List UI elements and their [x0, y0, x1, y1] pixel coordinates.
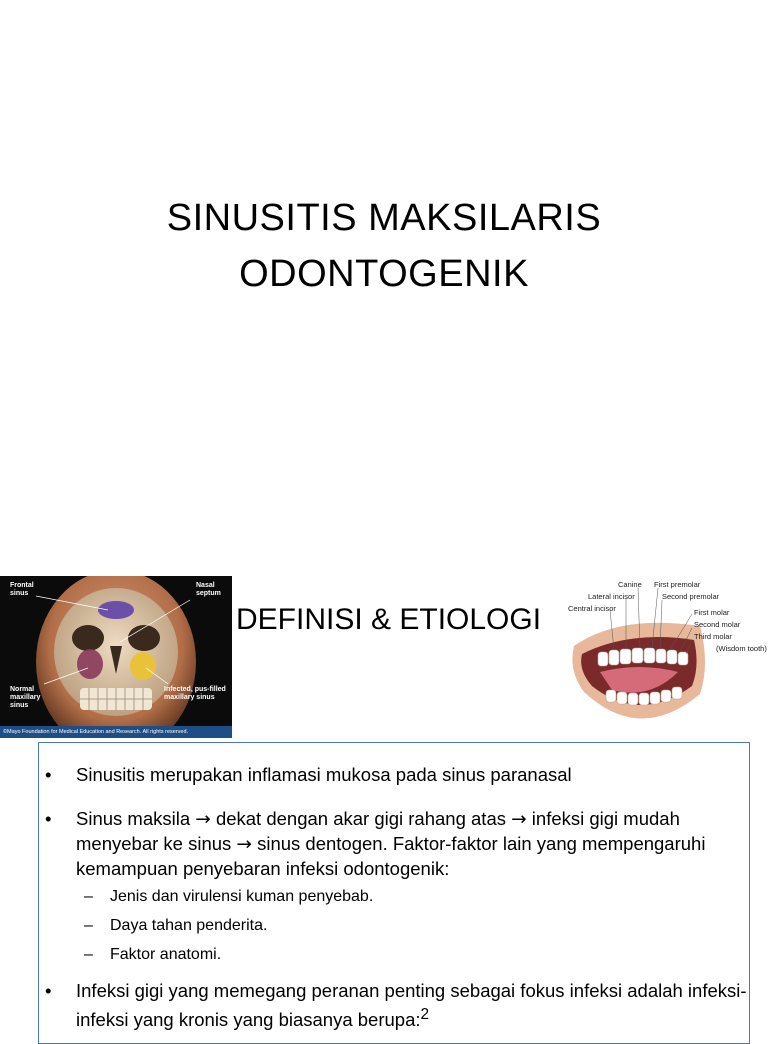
lateral-incisor-label: Lateral incisor [588, 592, 635, 601]
second-molar-label: Second molar [694, 620, 741, 629]
first-molar-label: First molar [694, 608, 730, 617]
bullet-text-part: Sinus maksila [76, 808, 191, 829]
sub-item-text: Jenis dan virulensi kuman penyebab. [110, 888, 374, 905]
bullet-text: Infeksi gigi yang memegang peranan penting sebagai fokus infeksi adalah infeksi-infeksi yang kronis yang biasanya berupa: [76, 980, 747, 1031]
bullet-text: Sinusitis merupakan inflamasi mukosa pada sinus paranasal [76, 764, 572, 785]
list-item [39, 979, 749, 1032]
sub-list-item [76, 916, 749, 936]
sub-list [76, 887, 749, 965]
first-premolar-label: First premolar [654, 580, 701, 589]
dash-marker: – [84, 946, 93, 963]
arrow-icon: → [195, 809, 211, 830]
arrow-icon: → [511, 809, 527, 830]
slide-title [84, 190, 684, 302]
wisdom-tooth-label: (Wisdom tooth) [716, 644, 767, 653]
arrow-icon: → [236, 834, 252, 855]
bullet-dot: • [45, 980, 52, 1001]
title-line-1: SINUSITIS MAKSILARIS [166, 197, 602, 239]
bullet-dot: • [45, 764, 52, 785]
sub-item-text: Daya tahan penderita. [110, 917, 268, 934]
sub-item-text: Faktor anatomi. [110, 946, 222, 963]
citation-superscript: 2 [420, 1006, 430, 1023]
sinus-skull-image [0, 576, 232, 738]
canine-label: Canine [618, 580, 642, 589]
central-incisor-label: Central incisor [568, 604, 616, 613]
bullet-list [39, 763, 749, 1032]
teeth-diagram-image [560, 574, 768, 740]
sub-list-item [76, 945, 749, 965]
second-premolar-label: Second premolar [662, 592, 720, 601]
dash-marker: – [84, 888, 93, 905]
bullet-text-part: sinus dentogen. Faktor-faktor lain yang mempengaruhi kemampuan penyebaran infeksi odontogenik: [76, 833, 706, 879]
content-box [38, 742, 750, 1044]
nasal-septum-label: Nasal septum [196, 582, 221, 597]
bullet-text-part: dekat dengan akar gigi rahang atas [215, 808, 506, 829]
list-item [39, 807, 749, 965]
sub-list-item [76, 887, 749, 907]
list-item [39, 763, 749, 787]
title-line-2: ODONTOGENIK [239, 253, 529, 295]
skull-illustration [0, 576, 232, 738]
dash-marker: – [84, 917, 93, 934]
definition-slide [0, 560, 768, 1031]
bullet-dot: • [45, 808, 52, 829]
frontal-sinus-label: Frontal sinus [10, 582, 34, 597]
normal-maxillary-sinus-label: Normal maxillary sinus [10, 686, 41, 709]
section-title: DEFINISI & ETIOLOGI [236, 603, 542, 636]
image-credit: ©Mayo Foundation for Medical Education and Research. All rights reserved. [0, 726, 232, 738]
bullet-text-part: infeksi gigi mudah menyebar ke sinus [76, 808, 680, 854]
third-molar-label: Third molar [694, 632, 732, 641]
infected-sinus-label: Infected, pus-filled maxillary sinus [164, 686, 226, 701]
